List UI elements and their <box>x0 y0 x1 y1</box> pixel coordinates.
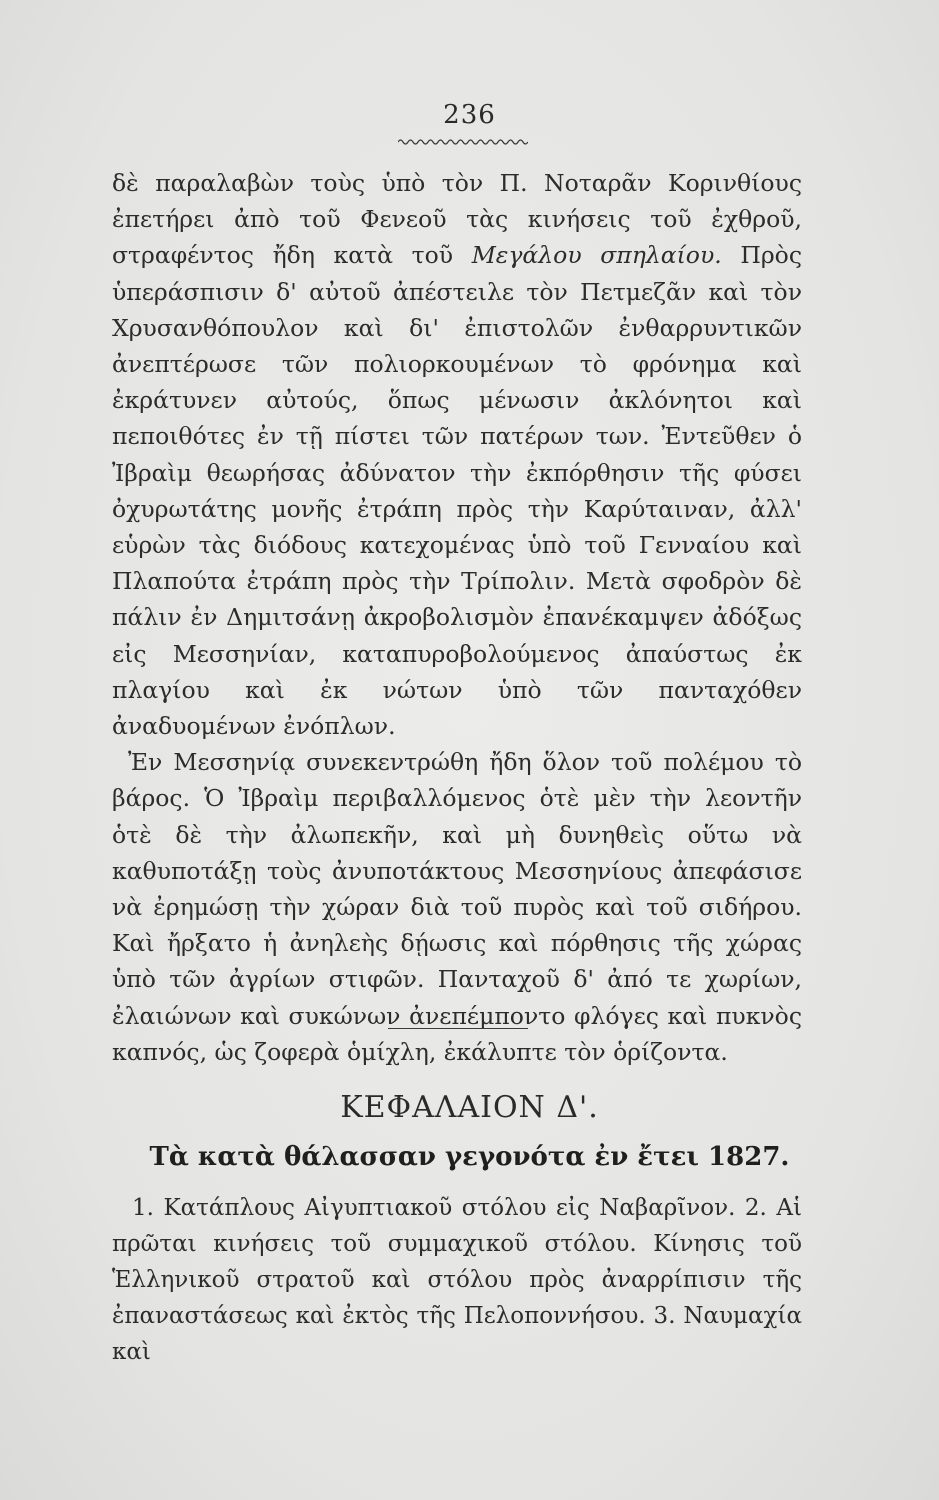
paragraph-text: Πρὸς ὑπεράσπισιν δ' αὐτοῦ ἀπέστειλε τὸν Πετμεζᾶν καὶ τὸν Χρυσανθόπουλον καὶ δι' ἐπιστολῶν ἐνθαρρυντικῶν ἀνεπτέρωσε τῶν πολιορκουμένων τὸ φρόνημα καὶ ἐκράτυνεν αὐτούς, ὅπως μένωσιν ἀκλόνητοι καὶ πεποιθότες ἐν τῇ πίστει τῶν πατέρων των. Ἐντεῦθεν ὁ Ἰβραὶμ θεωρήσας ἀδύνατον τὴν ἐκπόρθησιν τῆς φύσει ὀχυρωτάτης μονῆς ἐτράπη πρὸς τὴν Καρύταιναν, ἀλλ' εὑρὼν τὰς διόδους κατεχομένας ὑπὸ τοῦ Γενναίου καὶ Πλαπούτα ἐτράπη πρὸς τὴν Τρίπολιν. Μετὰ σφοδρὸν δὲ πάλιν ἐν Δημιτσάνῃ ἀκροβολισμὸν ἐπανέκαμψεν ἀδόξως εἰς Μεσσηνίαν, καταπυροβολούμενος ἀπαύστως ἐκ πλαγίου καὶ ἐκ νώτων ὑπὸ τῶν πανταχόθεν ἀναδυομένων ἐνόπλων. <box>112 241 802 741</box>
chapter-summary <box>112 1190 802 1370</box>
section-divider <box>388 1028 528 1029</box>
paragraph: Ἐν Μεσσηνίᾳ συνεκεντρώθη ἤδη ὅλον τοῦ πολέμου τὸ βάρος. Ὁ Ἰβραὶμ περιβαλλόμενος ὁτὲ μὲν τὴν λεοντῆν ὁτὲ δὲ τὴν ἀλωπεκῆν, καὶ μὴ δυνηθεὶς οὕτω νὰ καθυποτάξῃ τοὺς ἀνυποτάκτους Μεσσηνίους ἀπεφάσισε νὰ ἐρημώσῃ τὴν χώραν διὰ τοῦ πυρὸς καὶ τοῦ σιδήρου. Καὶ ἤρξατο ἡ ἀνηλεὴς δῄωσις καὶ πόρθησις τῆς χώρας ὑπὸ τῶν ἀγρίων στιφῶν. Πανταχοῦ δ' ἀπό τε χωρίων, ἐλαιώνων καὶ συκώνων ἀνεπέμποντο φλόγες καὶ πυκνὸς καπνός, ὡς ζοφερὰ ὁμίχλη, ἐκάλυπτε τὸν ὁρίζοντα. <box>112 748 802 1066</box>
chapter-subtitle: Τὰ κατὰ θάλασσαν γεγονότα ἐν ἔτει 1827. <box>149 1142 790 1172</box>
summary-paragraph: 1. Κατάπλους Αἰγυπτιακοῦ στόλου εἰς Ναβαρῖνον. 2. Αἱ πρῶται κινήσεις τοῦ συμμαχικοῦ στόλου. Κίνησις τοῦ Ἑλληνικοῦ στρατοῦ καὶ στόλου πρὸς ἀναρρίπισιν τῆς ἐπαναστάσεως καὶ ἐκτὸς τῆς Πελοποννήσου. 3. Ναυμαχία καὶ <box>112 1195 802 1365</box>
wavy-ornament <box>398 138 528 146</box>
page-number: 236 <box>443 100 496 130</box>
main-text <box>112 165 802 1070</box>
paragraph-text: δὲ παραλαβὼν τοὺς ὑπὸ τὸν Π. Νοταρᾶν Κορινθίους ἐπετήρει ἀπὸ τοῦ Φενεοῦ τὰς κινήσεις τοῦ ἐχθροῦ, στραφέντος ἤδη κατὰ τοῦ <box>112 169 802 270</box>
chapter-heading: ΚΕΦΑΛΑΙΟΝ Δ'. <box>340 1090 599 1125</box>
paragraph <box>112 165 802 744</box>
italic-place-name: Μεγάλου σπηλαίου. <box>471 241 722 270</box>
